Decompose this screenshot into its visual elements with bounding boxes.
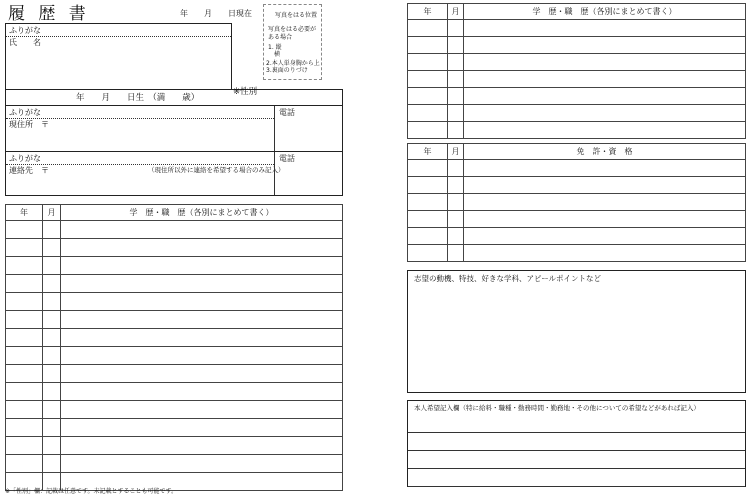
month-header: 月 bbox=[43, 205, 61, 221]
ruled-line bbox=[408, 432, 745, 433]
year-cell[interactable] bbox=[6, 383, 43, 401]
ruled-line bbox=[408, 450, 745, 451]
year-cell[interactable] bbox=[408, 194, 448, 211]
wishes-box bbox=[407, 400, 746, 487]
table-row bbox=[408, 122, 746, 139]
table-row bbox=[6, 293, 343, 311]
year-cell[interactable] bbox=[6, 419, 43, 437]
entry-cell[interactable] bbox=[61, 419, 343, 437]
entry-cell[interactable] bbox=[61, 383, 343, 401]
table-row bbox=[408, 88, 746, 105]
entry-cell[interactable] bbox=[464, 228, 746, 245]
wishes-label: 本人希望記入欄（特に給料・職種・勤務時間・勤務地・その他についての希望などがあれば記入） bbox=[414, 404, 700, 412]
name-box bbox=[5, 23, 232, 90]
year-header: 年 bbox=[408, 4, 448, 20]
entry-cell[interactable] bbox=[61, 347, 343, 365]
entry-cell[interactable] bbox=[61, 437, 343, 455]
year-cell[interactable] bbox=[408, 211, 448, 228]
year-cell[interactable] bbox=[408, 245, 448, 262]
table-row bbox=[6, 365, 343, 383]
month-cell[interactable] bbox=[448, 228, 464, 245]
year-cell[interactable] bbox=[6, 275, 43, 293]
history-table-left bbox=[5, 204, 343, 491]
entry-cell[interactable] bbox=[61, 221, 343, 239]
name-furigana-label: ふりがな bbox=[9, 26, 41, 35]
license-table bbox=[407, 143, 746, 262]
year-cell[interactable] bbox=[6, 257, 43, 275]
year-header: 年 bbox=[408, 144, 448, 160]
history-header: 学 歴・職 歴（各別にまとめて書く） bbox=[464, 4, 746, 20]
year-cell[interactable] bbox=[408, 228, 448, 245]
contact-furigana-label: ふりがな bbox=[9, 154, 41, 163]
table-row bbox=[408, 54, 746, 71]
year-header: 年 bbox=[6, 205, 43, 221]
entry-cell[interactable] bbox=[464, 37, 746, 54]
motivation-field[interactable] bbox=[408, 285, 745, 392]
month-cell[interactable] bbox=[448, 160, 464, 177]
table-row bbox=[6, 329, 343, 347]
table-row bbox=[6, 419, 343, 437]
entry-cell[interactable] bbox=[61, 257, 343, 275]
entry-cell[interactable] bbox=[464, 160, 746, 177]
month-cell[interactable] bbox=[448, 211, 464, 228]
year-cell[interactable] bbox=[6, 329, 43, 347]
year-cell[interactable] bbox=[408, 105, 448, 122]
motivation-box bbox=[407, 270, 746, 393]
entry-cell[interactable] bbox=[464, 88, 746, 105]
table-row bbox=[6, 401, 343, 419]
table-row bbox=[6, 383, 343, 401]
table-row bbox=[408, 177, 746, 194]
month-cell[interactable] bbox=[448, 88, 464, 105]
date-label: 年 月 日現在 bbox=[180, 9, 252, 18]
year-cell[interactable] bbox=[6, 221, 43, 239]
month-cell[interactable] bbox=[43, 401, 61, 419]
year-cell[interactable] bbox=[6, 311, 43, 329]
month-cell[interactable] bbox=[43, 365, 61, 383]
month-cell[interactable] bbox=[43, 419, 61, 437]
month-cell[interactable] bbox=[43, 275, 61, 293]
month-cell[interactable] bbox=[43, 437, 61, 455]
birth-row bbox=[5, 89, 343, 106]
month-cell[interactable] bbox=[43, 221, 61, 239]
name-label: 氏 名 bbox=[9, 38, 41, 47]
month-header: 月 bbox=[448, 144, 464, 160]
year-cell[interactable] bbox=[6, 365, 43, 383]
entry-cell[interactable] bbox=[61, 455, 343, 473]
table-row bbox=[408, 228, 746, 245]
entry-cell[interactable] bbox=[61, 365, 343, 383]
address-furigana-label: ふりがな bbox=[9, 108, 41, 117]
table-row bbox=[408, 71, 746, 88]
history-table-right bbox=[407, 3, 746, 139]
ruled-line bbox=[408, 486, 745, 487]
entry-cell[interactable] bbox=[61, 275, 343, 293]
table-row bbox=[408, 105, 746, 122]
month-cell[interactable] bbox=[43, 311, 61, 329]
entry-cell[interactable] bbox=[61, 239, 343, 257]
photo-instruction: 1. 縦 bbox=[268, 44, 282, 51]
photo-instruction: 写真をはる必要が bbox=[268, 26, 317, 33]
entry-cell[interactable] bbox=[464, 122, 746, 139]
month-cell[interactable] bbox=[43, 347, 61, 365]
month-cell[interactable] bbox=[43, 257, 61, 275]
year-cell[interactable] bbox=[6, 293, 43, 311]
document-title: 履 歴 書 bbox=[8, 4, 90, 24]
year-cell[interactable] bbox=[408, 160, 448, 177]
entry-cell[interactable] bbox=[464, 20, 746, 37]
motivation-label: 志望の動機、特技、好きな学科、アピールポイントなど bbox=[414, 274, 602, 283]
year-cell[interactable] bbox=[6, 239, 43, 257]
photo-instruction: 2.本人単身胸から上 bbox=[266, 60, 320, 67]
photo-title: 写真をはる位置 bbox=[275, 12, 318, 19]
month-cell[interactable] bbox=[43, 239, 61, 257]
year-cell[interactable] bbox=[408, 88, 448, 105]
contact-address-label: 連絡先 〒 bbox=[9, 166, 49, 175]
ruled-line bbox=[408, 468, 745, 469]
month-cell[interactable] bbox=[43, 293, 61, 311]
entry-cell[interactable] bbox=[464, 194, 746, 211]
entry-cell[interactable] bbox=[464, 177, 746, 194]
year-cell[interactable] bbox=[408, 122, 448, 139]
table-row bbox=[6, 347, 343, 365]
contact-address-box bbox=[5, 151, 343, 196]
table-row bbox=[408, 160, 746, 177]
year-cell[interactable] bbox=[408, 20, 448, 37]
footnote: ※「性別」欄：記載は任意です。未記載とすることも可能です。 bbox=[5, 488, 178, 495]
current-address-label: 現住所 〒 bbox=[9, 120, 49, 129]
contact-phone-label: 電話 bbox=[279, 154, 295, 163]
gender-label: ※性別 bbox=[233, 87, 258, 97]
table-row bbox=[6, 221, 343, 239]
year-cell[interactable] bbox=[6, 347, 43, 365]
photo-instruction: ある場合 bbox=[268, 34, 293, 41]
entry-cell[interactable] bbox=[61, 329, 343, 347]
table-row bbox=[6, 311, 343, 329]
name-field[interactable] bbox=[6, 36, 231, 89]
month-cell[interactable] bbox=[448, 71, 464, 88]
month-cell[interactable] bbox=[448, 37, 464, 54]
table-row bbox=[408, 194, 746, 211]
month-header: 月 bbox=[448, 4, 464, 20]
year-cell[interactable] bbox=[6, 455, 43, 473]
phone-field[interactable] bbox=[275, 118, 342, 151]
current-address-box bbox=[5, 105, 343, 152]
year-cell[interactable] bbox=[6, 401, 43, 419]
table-row bbox=[408, 20, 746, 37]
history-header: 学 歴・職 歴（各別にまとめて書く） bbox=[61, 205, 343, 221]
year-cell[interactable] bbox=[408, 177, 448, 194]
photo-instruction: 横 bbox=[268, 51, 281, 58]
contact-address-field[interactable] bbox=[6, 164, 274, 195]
table-row bbox=[6, 455, 343, 473]
wishes-field[interactable] bbox=[408, 414, 745, 486]
year-cell[interactable] bbox=[408, 54, 448, 71]
month-cell[interactable] bbox=[43, 455, 61, 473]
month-cell[interactable] bbox=[43, 383, 61, 401]
month-cell[interactable] bbox=[448, 122, 464, 139]
table-row bbox=[408, 211, 746, 228]
month-cell[interactable] bbox=[448, 177, 464, 194]
month-cell[interactable] bbox=[448, 245, 464, 262]
month-cell[interactable] bbox=[448, 105, 464, 122]
entry-cell[interactable] bbox=[464, 245, 746, 262]
table-row bbox=[408, 37, 746, 54]
entry-cell[interactable] bbox=[464, 54, 746, 71]
entry-cell[interactable] bbox=[464, 105, 746, 122]
license-header: 免 許・資 格 bbox=[464, 144, 746, 160]
phone-label: 電話 bbox=[279, 108, 295, 117]
table-row bbox=[408, 245, 746, 262]
current-address-field[interactable] bbox=[6, 118, 274, 151]
year-cell[interactable] bbox=[408, 71, 448, 88]
table-row bbox=[6, 239, 343, 257]
year-cell[interactable] bbox=[6, 437, 43, 455]
contact-phone-field[interactable] bbox=[275, 164, 342, 195]
month-cell[interactable] bbox=[448, 194, 464, 211]
contact-note: （現住所以外に連絡を希望する場合のみ記入） bbox=[148, 166, 285, 174]
birth-date-label: 年 月 日生 （満 歳） bbox=[76, 93, 200, 103]
table-row bbox=[6, 257, 343, 275]
month-cell[interactable] bbox=[448, 54, 464, 71]
table-row bbox=[6, 275, 343, 293]
month-cell[interactable] bbox=[448, 20, 464, 37]
entry-cell[interactable] bbox=[61, 311, 343, 329]
entry-cell[interactable] bbox=[61, 401, 343, 419]
entry-cell[interactable] bbox=[464, 71, 746, 88]
entry-cell[interactable] bbox=[61, 293, 343, 311]
table-row bbox=[6, 437, 343, 455]
photo-placeholder bbox=[263, 4, 322, 80]
month-cell[interactable] bbox=[43, 329, 61, 347]
photo-instruction: 3.裏面のりづけ bbox=[266, 67, 308, 74]
year-cell[interactable] bbox=[408, 37, 448, 54]
entry-cell[interactable] bbox=[464, 211, 746, 228]
